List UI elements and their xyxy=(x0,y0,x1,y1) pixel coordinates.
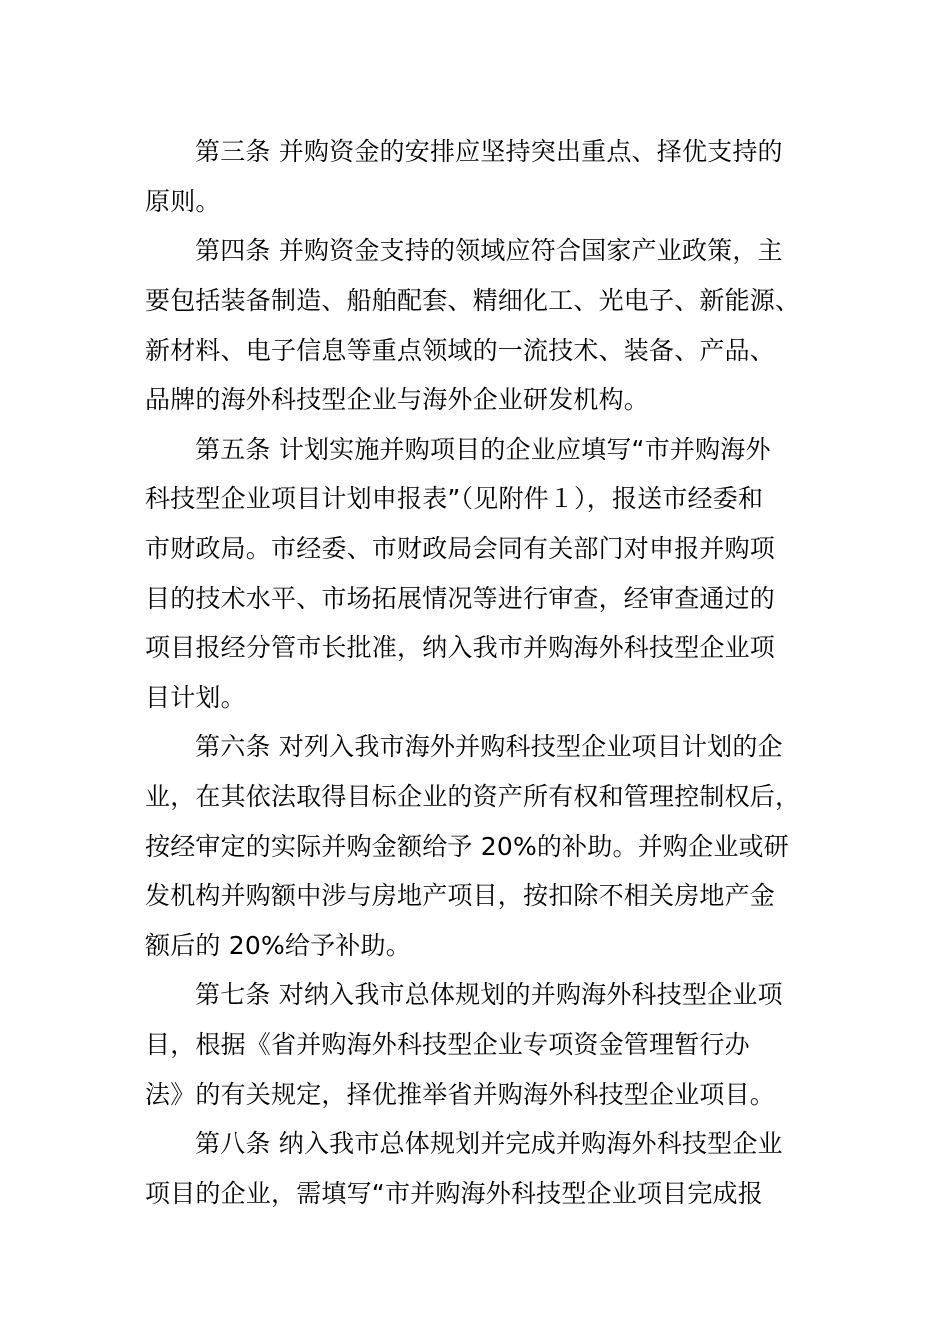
article-7-line-2: 目，根据《省并购海外科技型企业专项资金管理暂行办 xyxy=(145,1030,750,1059)
article-7-line-1: 第七条 对纳入我市总体规划的并购海外科技型企业项 xyxy=(195,980,783,1009)
article-4-line-3: 新材料、电子信息等重点领域的一流技术、装备、产品、 xyxy=(145,336,776,365)
article-3-line-1: 第三条 并购资金的安排应坚持突出重点、择优支持的 xyxy=(195,137,783,166)
article-8-line-1: 第八条 纳入我市总体规划并完成并购海外科技型企业 xyxy=(195,1129,783,1158)
article-6-line-4: 发机构并购额中涉与房地产项目，按扣除不相关房地产金 xyxy=(145,881,776,910)
article-6-line-1: 第六条 对列入我市海外并购科技型企业项目计划的企 xyxy=(195,732,783,761)
article-4-line-2: 要包括装备制造、船舶配套、精细化工、光电子、新能源、 xyxy=(145,286,801,315)
article-6-line-5: 额后的 20%给予补助。 xyxy=(145,931,411,960)
article-8-line-2: 项目的企业，需填写“市并购海外科技型企业项目完成报 xyxy=(145,1179,763,1208)
article-5-line-4: 目的技术水平、市场拓展情况等进行审查，经审查通过的 xyxy=(145,584,776,613)
article-5-line-3: 市财政局。市经委、市财政局会同有关部门对申报并购项 xyxy=(145,534,776,563)
article-5-line-5: 项目报经分管市长批准，纳入我市并购海外科技型企业项 xyxy=(145,633,776,662)
article-6-line-2: 业，在其依法取得目标企业的资产所有权和管理控制权后， xyxy=(145,782,801,811)
article-6-line-3: 按经审定的实际并购金额给予 20%的补助。并购企业或研 xyxy=(145,832,789,861)
article-5-line-6: 目计划。 xyxy=(145,683,246,712)
article-7-line-3: 法》的有关规定，择优推举省并购海外科技型企业项目。 xyxy=(145,1080,776,1109)
article-3-line-2: 原则。 xyxy=(145,187,221,216)
article-5-line-2: 科技型企业项目计划申报表”（见附件１），报送市经委和 xyxy=(145,484,764,513)
article-5-line-1: 第五条 计划实施并购项目的企业应填写“市并购海外 xyxy=(195,435,771,464)
article-4-line-1: 第四条 并购资金支持的领域应符合国家产业政策，主 xyxy=(195,236,783,265)
article-4-line-4: 品牌的海外科技型企业与海外企业研发机构。 xyxy=(145,385,650,414)
